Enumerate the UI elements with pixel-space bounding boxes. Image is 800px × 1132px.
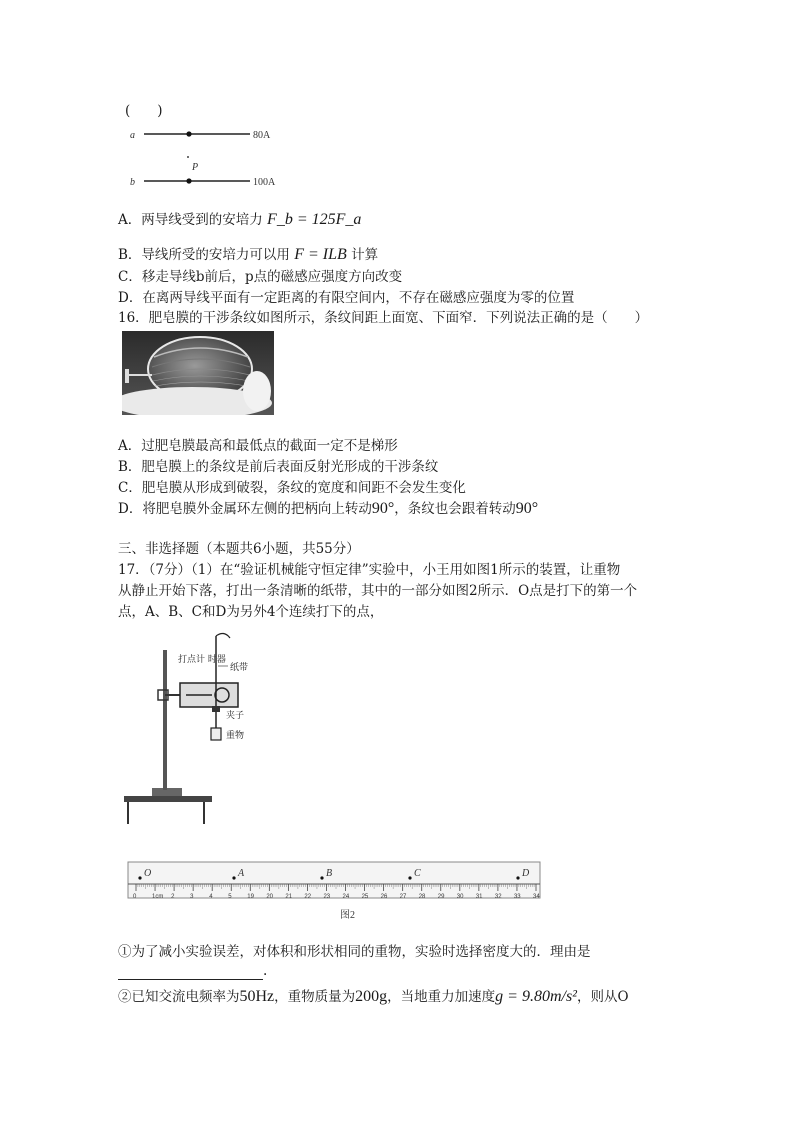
timer-label: 打点计 时器 [178,655,226,665]
tape-ruler-figure [126,860,546,922]
q17-sub2-d: ，则从O [576,989,629,1005]
q16-option-d-pre: D．将肥皂膜外金属环左侧的把柄向上转动 [118,501,372,517]
tape-dot-a [232,876,235,879]
tape-point-label: D [522,868,530,879]
q15-option-b-text: B．导线所受的安培力可以用 [118,247,290,263]
q16-option-d-angle2: 90° [515,500,539,517]
ruler-tick-label: 33 [513,894,521,900]
tape-dot-o [138,876,141,879]
point-p-label: P [192,162,199,173]
q15-option-c: C．移走导线b前后，p点的磁感应强度方向改变 [118,269,403,285]
q16-option-b: B．肥皂膜上的条纹是前后表面反射光形成的干涉条纹 [118,459,439,475]
q17-sub1-end: . [263,963,268,979]
q17-sub2-a: ②已知交流电频率为 [118,989,240,1005]
tape-dot-b [320,876,323,879]
ruler-tick-label: 34 [533,894,540,900]
tape-dot-d [516,876,519,879]
q15-bracket: ( ) [125,103,163,119]
ruler-tick-label: 20 [266,894,274,900]
ruler-tick-label: 31 [475,894,483,900]
ruler-tick-label: 26 [380,894,388,900]
q17-line-3: 点，A、B、C和D为另外4个连续打下的点， [118,604,384,620]
q17-sub2-c: ，当地重力加速度 [387,989,496,1005]
ruler-tick-label: 2 [171,894,175,900]
ruler-tick-label: 30 [456,894,464,900]
q17-sub2 [118,988,629,1006]
q16-option-d-mid: ，条纹也会跟着转动 [394,501,516,517]
ruler-tick-label: 1cm [152,894,164,900]
q16-option-a: A．过肥皂膜最高和最低点的截面一定不是梯形 [118,438,398,454]
q16-option-d [118,500,538,518]
ruler-tick-label: 25 [361,894,369,900]
fig2-caption: 图2 [340,910,355,921]
q15-option-a [118,211,361,229]
q17-sub1-answer [118,962,267,980]
tape-dot-c [408,876,411,879]
q15-option-d: D．在离两导线平面有一定距离的有限空间内，不存在磁感应强度为零的位置 [118,290,575,306]
q17-sub2-b: ，重物质量为 [274,989,356,1005]
tape-point-label: A [238,868,245,879]
q16-stem: 16．肥皂膜的干涉条纹如图所示，条纹间距上面宽、下面窄．下列说法正确的是（ ） [118,310,649,326]
q16-option-d-angle1: 90° [371,500,395,517]
section-heading: 三、非选择题（本题共6小题，共55分） [118,541,360,557]
q17-line-2: 从静止开始下落，打出一条清晰的纸带，其中的一部分如图2所示．O点是打下的第一个 [118,583,638,599]
ruler-tick-label: 21 [285,894,293,900]
ruler-tick-label: 27 [399,894,407,900]
q17-sub1: ①为了减小实验误差，对体积和形状相同的重物，实验时选择密度大的．理由是 [118,944,591,960]
ruler-tick-label: 5 [228,894,232,900]
wire-b-label: b [130,177,135,188]
current-a-label: 80A [253,130,271,141]
q17-mass: 200g [355,988,388,1005]
weight-label: 重物 [226,731,245,741]
clip-label: 夹子 [226,711,245,721]
ruler-tick-label: 29 [437,894,445,900]
current-b-label: 100A [253,177,276,188]
ruler-tick-label: 0 [133,894,137,900]
q15-wire-figure [122,124,322,194]
q15-option-b [118,246,378,264]
q17-line-1: 17．（7分）（1）在“验证机械能守恒定律”实验中，小王用如图1所示的装置，让重物 [118,562,621,578]
wire-a-label: a [130,130,135,141]
tape-point-label: C [414,868,421,879]
q15-option-b-formula: F = ILB [294,246,347,263]
tape-label: 纸带 [230,663,249,673]
apparatus-figure [122,628,252,828]
q15-option-a-text: A．两导线受到的安培力 [118,212,263,228]
tape-point-label: O [144,868,152,879]
q16-option-c: C．肥皂膜从形成到破裂，条纹的宽度和间距不会发生变化 [118,480,466,496]
ruler-tick-label: 23 [323,894,331,900]
ruler-tick-label: 22 [304,894,312,900]
answer-blank[interactable] [118,965,263,980]
tape-point-label: B [326,868,333,879]
soap-film-photo [122,331,274,415]
ruler-tick-label: 28 [418,894,426,900]
ruler-tick-label: 19 [247,894,254,900]
q15-option-b-tail: 计算 [351,247,379,263]
q17-gravity: g = 9.80m/s² [495,988,577,1005]
q17-frequency: 50Hz [239,988,275,1005]
ruler-tick-label: 3 [190,894,194,900]
ruler-tick-label: 4 [209,894,213,900]
q15-option-a-formula: F_b = 125F_a [267,211,362,228]
ruler-tick-label: 32 [494,894,502,900]
ruler-tick-label: 24 [342,894,350,900]
